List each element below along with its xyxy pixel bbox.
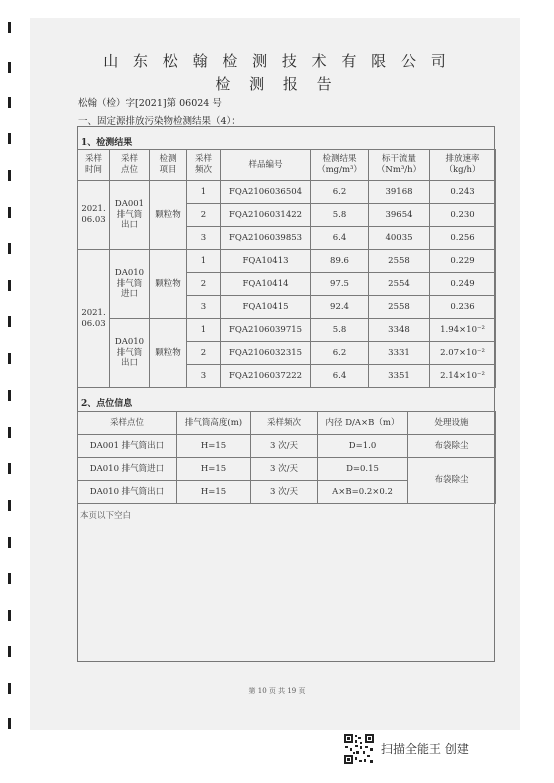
header-cell: 检测结果 （mg/m³）: [311, 150, 369, 181]
frequency-cell: 3: [187, 365, 221, 388]
header-cell: 内径 D/A×B（m）: [318, 412, 408, 435]
table-header-row: [78, 412, 496, 435]
sampling-point-cell: DA010 排气筒 出口: [110, 319, 150, 388]
test-item-cell: 颗粒物: [150, 250, 187, 319]
header-cell: 采样点位: [78, 412, 177, 435]
table-row: [78, 250, 496, 273]
company-name: 山 东 松 翰 检 测 技 术 有 限 公 司: [103, 52, 451, 70]
diameter-cell: A×B=0.2×0.2: [318, 481, 408, 504]
flow-cell: 2558: [369, 296, 430, 319]
frequency-cell: 3 次/天: [251, 435, 318, 458]
header-cell: 采样 点位: [110, 150, 150, 181]
sampling-point-cell: DA010 排气筒 进口: [110, 250, 150, 319]
header-cell: 排放速率 （kg/h）: [430, 150, 496, 181]
frequency-cell: 3 次/天: [251, 458, 318, 481]
flow-cell: 40035: [369, 227, 430, 250]
facility-cell: 布袋除尘: [408, 458, 496, 504]
table-row: [78, 319, 496, 342]
header-cell: 标干流量 （Nm³/h）: [369, 150, 430, 181]
flow-cell: 3348: [369, 319, 430, 342]
flow-cell: 3351: [369, 365, 430, 388]
emission-rate-cell: 0.236: [430, 296, 496, 319]
emission-rate-cell: 2.07×10⁻²: [430, 342, 496, 365]
results-caption: 1、检测结果: [81, 138, 133, 148]
sampling-point-cell: DA001 排气筒出口: [78, 435, 177, 458]
section-heading: 一、固定源排放污染物检测结果（4）：: [78, 116, 241, 127]
sample-id-cell: FQA2106036504: [221, 181, 311, 204]
table-row: [78, 458, 496, 481]
points-caption: 2、点位信息: [81, 399, 133, 409]
sampling-point-cell: DA001 排气筒 出口: [110, 181, 150, 250]
flow-cell: 39654: [369, 204, 430, 227]
result-cell: 6.2: [311, 181, 369, 204]
table-header-row: [78, 150, 496, 181]
table-row: [78, 435, 496, 458]
emission-rate-cell: 0.243: [430, 181, 496, 204]
qr-code-icon: [343, 733, 375, 765]
sampling-date-cell: 2021. 06.03: [78, 181, 110, 250]
diameter-cell: D=0.15: [318, 458, 408, 481]
header-cell: 样品编号: [221, 150, 311, 181]
sample-id-cell: FQA2106031422: [221, 204, 311, 227]
document-number: 松翰（检）字[2021]第 06024 号: [78, 98, 222, 109]
flow-cell: 39168: [369, 181, 430, 204]
frequency-cell: 1: [187, 250, 221, 273]
report-title: 检 测 报 告: [215, 75, 339, 93]
frequency-cell: 1: [187, 319, 221, 342]
emission-rate-cell: 0.256: [430, 227, 496, 250]
frequency-cell: 2: [187, 273, 221, 296]
header-cell: 排气筒高度(m): [177, 412, 251, 435]
emission-rate-cell: 0.249: [430, 273, 496, 296]
test-item-cell: 颗粒物: [150, 181, 187, 250]
frequency-cell: 3 次/天: [251, 481, 318, 504]
result-cell: 89.6: [311, 250, 369, 273]
result-cell: 6.2: [311, 342, 369, 365]
blank-remark: 本页以下空白: [80, 511, 132, 521]
table-row: [78, 181, 496, 204]
header-cell: 检测 项目: [150, 150, 187, 181]
sampling-point-cell: DA010 排气筒出口: [78, 481, 177, 504]
stack-height-cell: H=15: [177, 435, 251, 458]
flow-cell: 2558: [369, 250, 430, 273]
sampling-point-cell: DA010 排气筒进口: [78, 458, 177, 481]
test-item-cell: 颗粒物: [150, 319, 187, 388]
sample-id-cell: FQA2106032315: [221, 342, 311, 365]
scanner-watermark: 扫描全能王 创建: [381, 742, 469, 756]
stack-height-cell: H=15: [177, 481, 251, 504]
sample-id-cell: FQA2106037222: [221, 365, 311, 388]
header-cell: 采样 频次: [187, 150, 221, 181]
diameter-cell: D=1.0: [318, 435, 408, 458]
emission-rate-cell: 2.14×10⁻²: [430, 365, 496, 388]
sampling-date-cell: 2021. 06.03: [78, 250, 110, 388]
result-cell: 97.5: [311, 273, 369, 296]
sample-id-cell: FQA2106039853: [221, 227, 311, 250]
stack-height-cell: H=15: [177, 458, 251, 481]
flow-cell: 3331: [369, 342, 430, 365]
emission-rate-cell: 1.94×10⁻²: [430, 319, 496, 342]
frequency-cell: 2: [187, 342, 221, 365]
header-cell: 采样频次: [251, 412, 318, 435]
emission-rate-cell: 0.230: [430, 204, 496, 227]
result-cell: 92.4: [311, 296, 369, 319]
result-cell: 5.8: [311, 204, 369, 227]
frequency-cell: 2: [187, 204, 221, 227]
header-cell: 处理设施: [408, 412, 496, 435]
frequency-cell: 1: [187, 181, 221, 204]
sample-id-cell: FQA10413: [221, 250, 311, 273]
result-cell: 6.4: [311, 365, 369, 388]
frequency-cell: 3: [187, 227, 221, 250]
page-number: 第 10 页 共 19 页: [248, 687, 306, 695]
sample-id-cell: FQA10414: [221, 273, 311, 296]
flow-cell: 2554: [369, 273, 430, 296]
results-table: [77, 149, 496, 388]
sample-id-cell: FQA10415: [221, 296, 311, 319]
result-cell: 5.8: [311, 319, 369, 342]
facility-cell: 布袋除尘: [408, 435, 496, 458]
header-cell: 采样 时间: [78, 150, 110, 181]
frequency-cell: 3: [187, 296, 221, 319]
result-cell: 6.4: [311, 227, 369, 250]
emission-rate-cell: 0.229: [430, 250, 496, 273]
sample-id-cell: FQA2106039715: [221, 319, 311, 342]
point-info-table: [77, 411, 496, 504]
